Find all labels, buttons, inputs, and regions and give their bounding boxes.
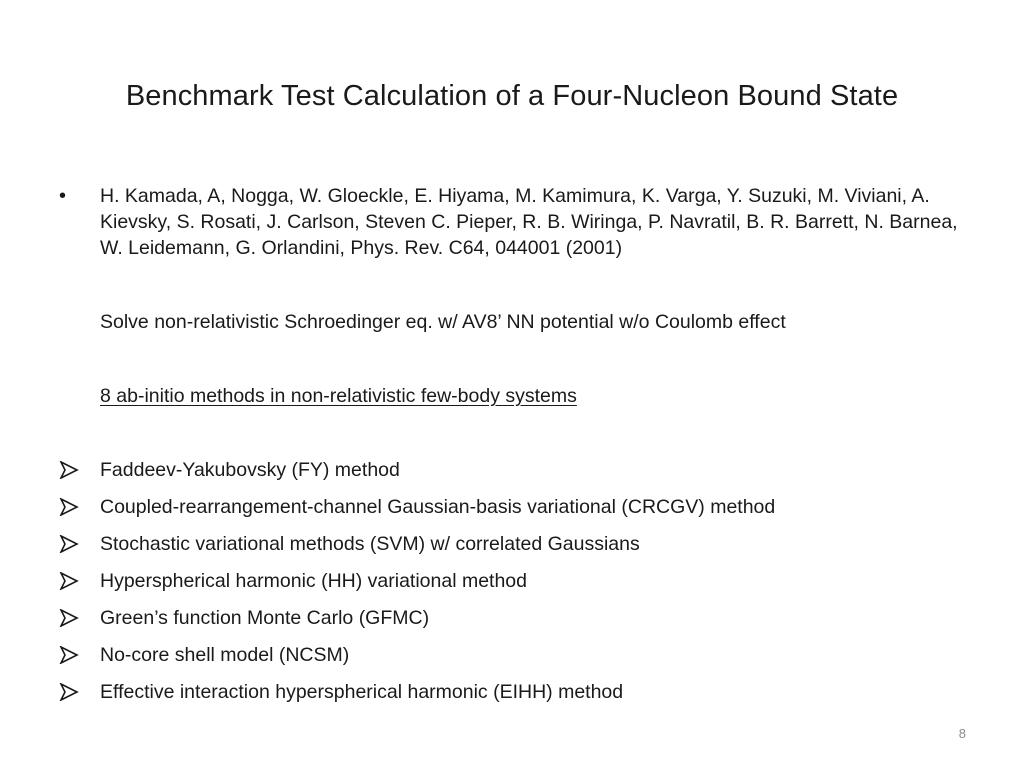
list-item <box>54 642 974 679</box>
list-item <box>54 679 974 716</box>
method-label: Faddeev-Yakubovsky (FY) method <box>100 459 400 481</box>
method-label: Stochastic variational methods (SVM) w/ correlated Gaussians <box>100 533 640 555</box>
slide-title: Benchmark Test Calculation of a Four-Nucleon Bound State <box>125 80 899 112</box>
method-label: Green’s function Monte Carlo (GFMC) <box>100 607 430 629</box>
list-item <box>54 457 974 494</box>
method-label: No-core shell model (NCSM) <box>100 644 350 666</box>
bullet-dot: • <box>59 185 67 207</box>
list-item <box>54 605 974 642</box>
reference-text: H. Kamada, A, Nogga, W. Gloeckle, E. Hiyama, M. Kamimura, K. Varga, Y. Suzuki, M. Viviani, A. Kievsky, S. Rosati, J. Carlson, Steven C. Pieper, R. B. Wiringa, P. Navratil, B. R. Barrett, N. Barnea, W. Leidemann, G. Orlandini, Phys. Rev. C64, 044001 (2001) <box>100 185 958 259</box>
arrow-bullet-icon <box>59 461 79 479</box>
arrow-bullet-icon <box>59 646 79 664</box>
methods-list <box>54 457 974 716</box>
slide-content <box>54 183 974 716</box>
methods-subheading: 8 ab-initio methods in non-relativistic few-body systems <box>100 385 577 407</box>
arrow-bullet-icon <box>59 535 79 553</box>
method-label: Coupled-rearrangement-channel Gaussian-basis variational (CRCGV) method <box>100 496 776 518</box>
description-line <box>54 309 974 335</box>
arrow-bullet-icon <box>59 572 79 590</box>
page-number: 8 <box>958 726 966 741</box>
method-label: Effective interaction hyperspherical harmonic (EIHH) method <box>100 681 624 703</box>
list-item <box>54 568 974 605</box>
subheading-line <box>54 383 974 409</box>
description-text: Solve non-relativistic Schroedinger eq. w/ AV8’ NN potential w/o Coulomb effect <box>100 311 786 333</box>
method-label: Hyperspherical harmonic (HH) variational method <box>100 570 528 592</box>
arrow-bullet-icon <box>59 683 79 701</box>
list-item <box>54 531 974 568</box>
arrow-bullet-icon <box>59 498 79 516</box>
list-item <box>54 494 974 531</box>
arrow-bullet-icon <box>59 609 79 627</box>
reference-bullet <box>54 183 974 261</box>
